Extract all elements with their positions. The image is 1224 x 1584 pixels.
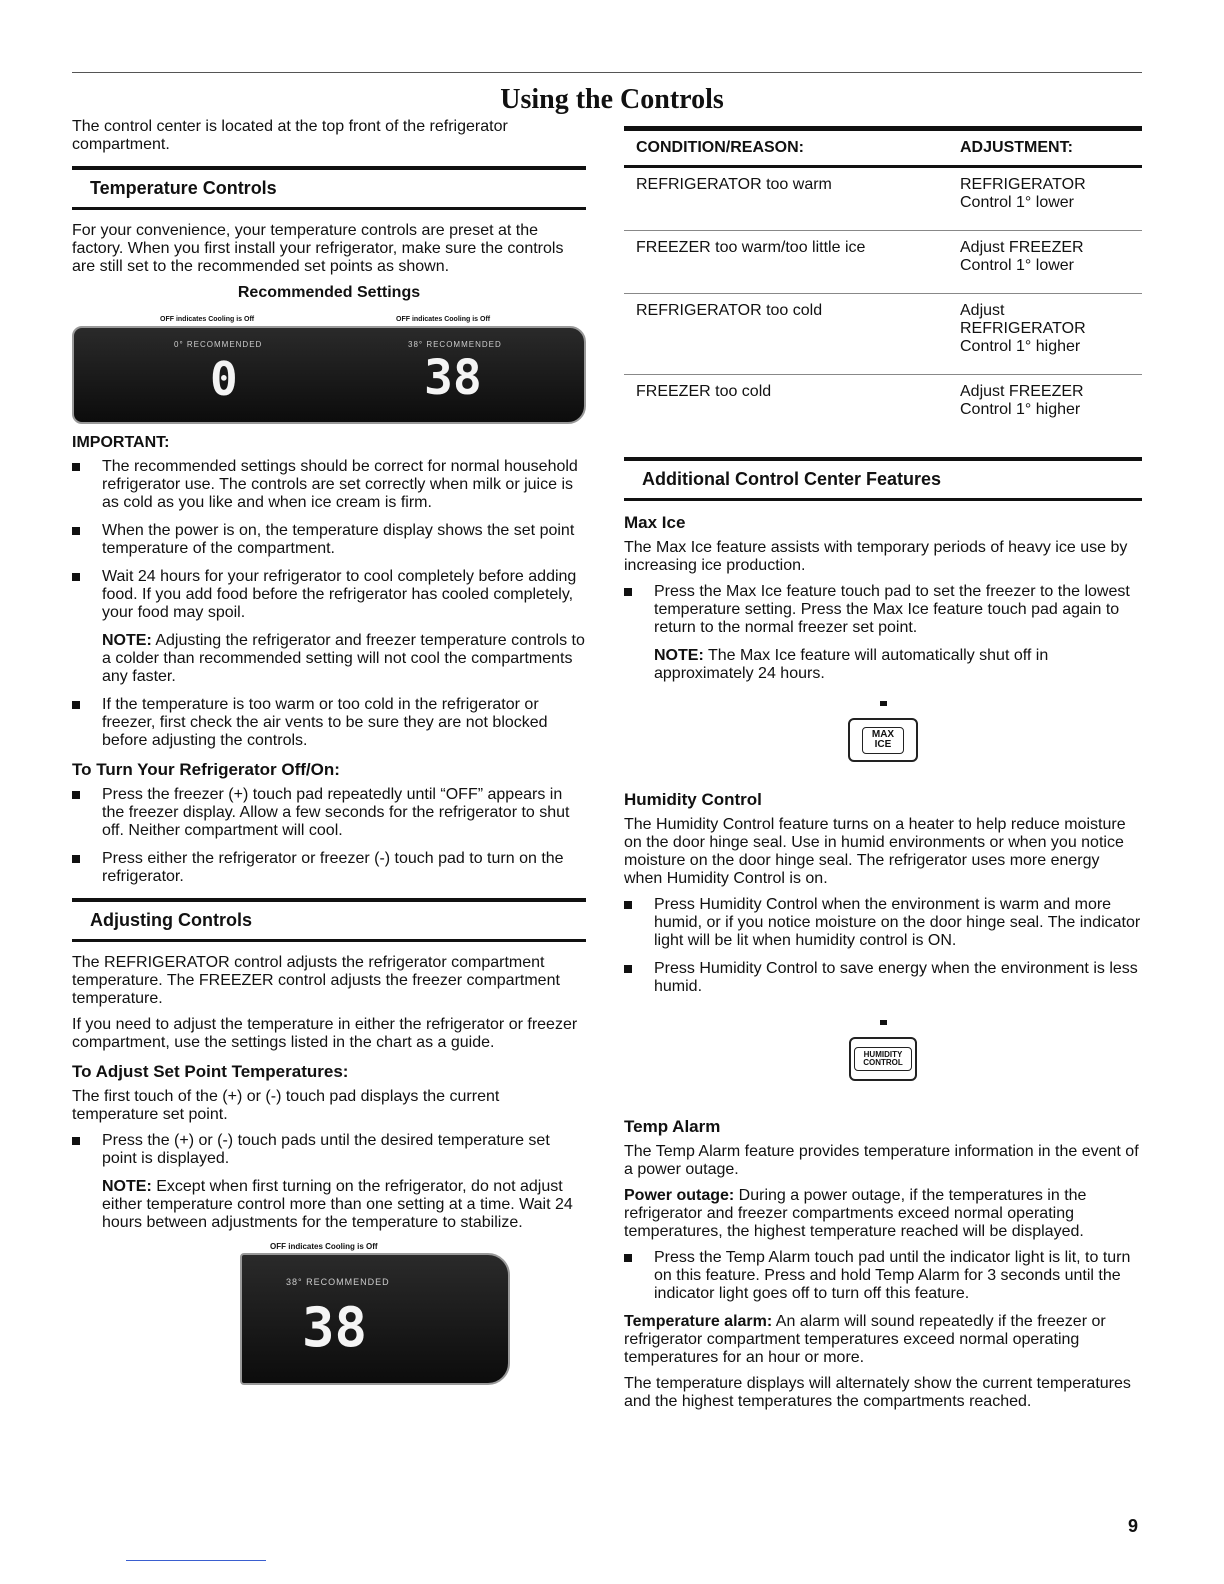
recommended-settings-display [72,310,586,424]
adjusting-p2: If you need to adjust the temperature in either the refrigerator or freezer compartment, use the settings listed in the chart as a guide. [72,1016,578,1051]
adjusting-p1: The REFRIGERATOR control adjusts the refrigerator compartment temperature. The FREEZER control adjusts the freezer compartment temperature. [72,954,560,1007]
list-item: Press the freezer (+) touch pad repeatedly until “OFF” appears in the freezer display. Allow a few seconds for the refrigerator to shut off. Neither compartment will cool. [72,786,586,840]
fig-recommended-label: 38° RECOMMENDED [286,1277,390,1287]
max-ice-note: NOTE: The Max Ice feature will automatically shut off in approximately 24 hours. [654,647,1049,682]
fig-temp-readout: 38 [302,1296,368,1359]
additional-features-heading: Additional Control Center Features [624,457,1142,501]
right-column [624,126,1142,1419]
left-column [72,118,586,1385]
freezer-recommended-label: 0° RECOMMENDED [174,340,263,349]
adjusting-note: NOTE: Except when first turning on the refrigerator, do not adjust either temperature control more than one setting at a time. Wait 24 hours between adjustments for the temperature to stabilize. [102,1178,573,1231]
adjusting-p3: The first touch of the (+) or (-) touch pad displays the current temperature set point. [72,1088,500,1123]
table-row: REFRIGERATOR too cold Adjust REFRIGERATOR Control 1° higher [624,294,1142,375]
temp-alarm-heading: Temp Alarm [624,1117,721,1136]
page-title: Using the Controls [500,84,724,115]
temperature-controls-body: For your convenience, your temperature controls are preset at the factory. When you first install your refrigerator, make sure the controls are still set to the recommended set points as shown. [72,222,564,275]
list-item: Press Humidity Control when the environment is warm and more humid, or if you notice moisture on the door hinge seal. The indicator light will be lit when humidity control is ON. [624,896,1142,950]
list-item: Press Humidity Control to save energy when the environment is less humid. [624,960,1142,996]
table-header-adjustment: ADJUSTMENT: [948,129,1142,167]
freezer-temp-readout: 0 [210,352,238,406]
humidity-body: The Humidity Control feature turns on a heater to help reduce moisture on the door hinge seal. Use in humid environments or when you notice moisture on the door hinge seal. The refrigerator uses more energy when Humidity Control is on. [624,816,1126,887]
turn-off-heading: To Turn Your Refrigerator Off/On: [72,760,340,779]
list-item: When the power is on, the temperature display shows the set point temperature of the compartment. [72,522,586,558]
table-header-condition: CONDITION/REASON: [624,129,948,167]
humidity-control-button-icon: HUMIDITY CONTROL [849,1037,917,1081]
important-list [72,458,586,622]
temperature-alarm-text: Temperature alarm: An alarm will sound repeatedly if the freezer or refrigerator compartment temperatures exceed normal operating temperatures for an hour or more. [624,1313,1106,1366]
page-number: 9 [1128,1516,1139,1536]
max-ice-button-icon: MAX ICE [848,718,918,762]
turn-off-list [72,786,586,886]
list-item: Press the Max Ice feature touch pad to set the freezer to the lowest temperature setting. Press the Max Ice feature touch pad again to return to the normal freezer set point. [624,583,1142,637]
humidity-indicator-light [880,1020,887,1025]
list-item: Wait 24 hours for your refrigerator to cool completely before adding food. If you add food before the refrigerator has cooled completely, your food may spoil. [72,568,586,622]
temperature-controls-heading: Temperature Controls [72,166,586,210]
fig-off-label: OFF indicates Cooling is Off [270,1242,378,1251]
table-row: REFRIGERATOR too warm REFRIGERATOR Control 1° lower [624,167,1142,231]
power-outage-text: Power outage: During a power outage, if the temperatures in the refrigerator and freezer compartments exceed normal operating temperatures, the highest temperature reached will be displayed. [624,1187,1087,1240]
temp-alarm-body: The Temp Alarm feature provides temperature information in the event of a power outage. [624,1143,1139,1178]
temp-alarm-last: The temperature displays will alternately show the current temperatures and the highest temperatures the compartments reached. [624,1375,1131,1410]
table-row: FREEZER too warm/too little ice Adjust FREEZER Control 1° lower [624,231,1142,294]
list-item: Press the (+) or (-) touch pads until the desired temperature set point is displayed. [72,1132,586,1168]
list-item: If the temperature is too warm or too cold in the refrigerator or freezer, first check the air vents to be sure they are not blocked before adjusting the controls. [72,696,586,750]
bottom-link-underline [126,1560,266,1561]
list-item: Press either the refrigerator or freezer (-) touch pad to turn on the refrigerator. [72,850,586,886]
important-note: NOTE: Adjusting the refrigerator and freezer temperature controls to a colder than recommended setting will not cool the compartments any faster. [102,632,585,685]
adjusting-controls-heading: Adjusting Controls [72,898,586,942]
intro-text: The control center is located at the top front of the refrigerator compartment. [72,118,508,153]
top-rule [72,72,1142,73]
adjustment-table [624,126,1142,437]
fridge-recommended-label: 38° RECOMMENDED [408,340,502,349]
max-ice-indicator-light [880,701,887,706]
off-label-left: OFF indicates Cooling is Off [160,316,255,323]
list-item: Press the Temp Alarm touch pad until the indicator light is lit, to turn on this feature. Press and hold Temp Alarm for 3 seconds until the indicator light goes off to turn off this feature. [624,1249,1142,1303]
max-ice-body: The Max Ice feature assists with temporary periods of heavy ice use by increasing ice production. [624,539,1128,574]
list-item: The recommended settings should be correct for normal household refrigerator use. The controls are set correctly when milk or juice is as cold as you like and when ice cream is firm. [72,458,586,512]
table-row: FREEZER too cold Adjust FREEZER Control 1° higher [636,383,1084,418]
adjust-display-figure [240,1242,510,1385]
adjust-set-point-heading: To Adjust Set Point Temperatures: [72,1062,349,1081]
recommended-settings-title: Recommended Settings [237,284,421,301]
fridge-temp-readout: 38 [424,350,482,406]
off-label-right: OFF indicates Cooling is Off [396,316,491,323]
max-ice-heading: Max Ice [624,513,686,532]
humidity-heading: Humidity Control [624,790,762,809]
important-label: IMPORTANT: [72,434,170,451]
